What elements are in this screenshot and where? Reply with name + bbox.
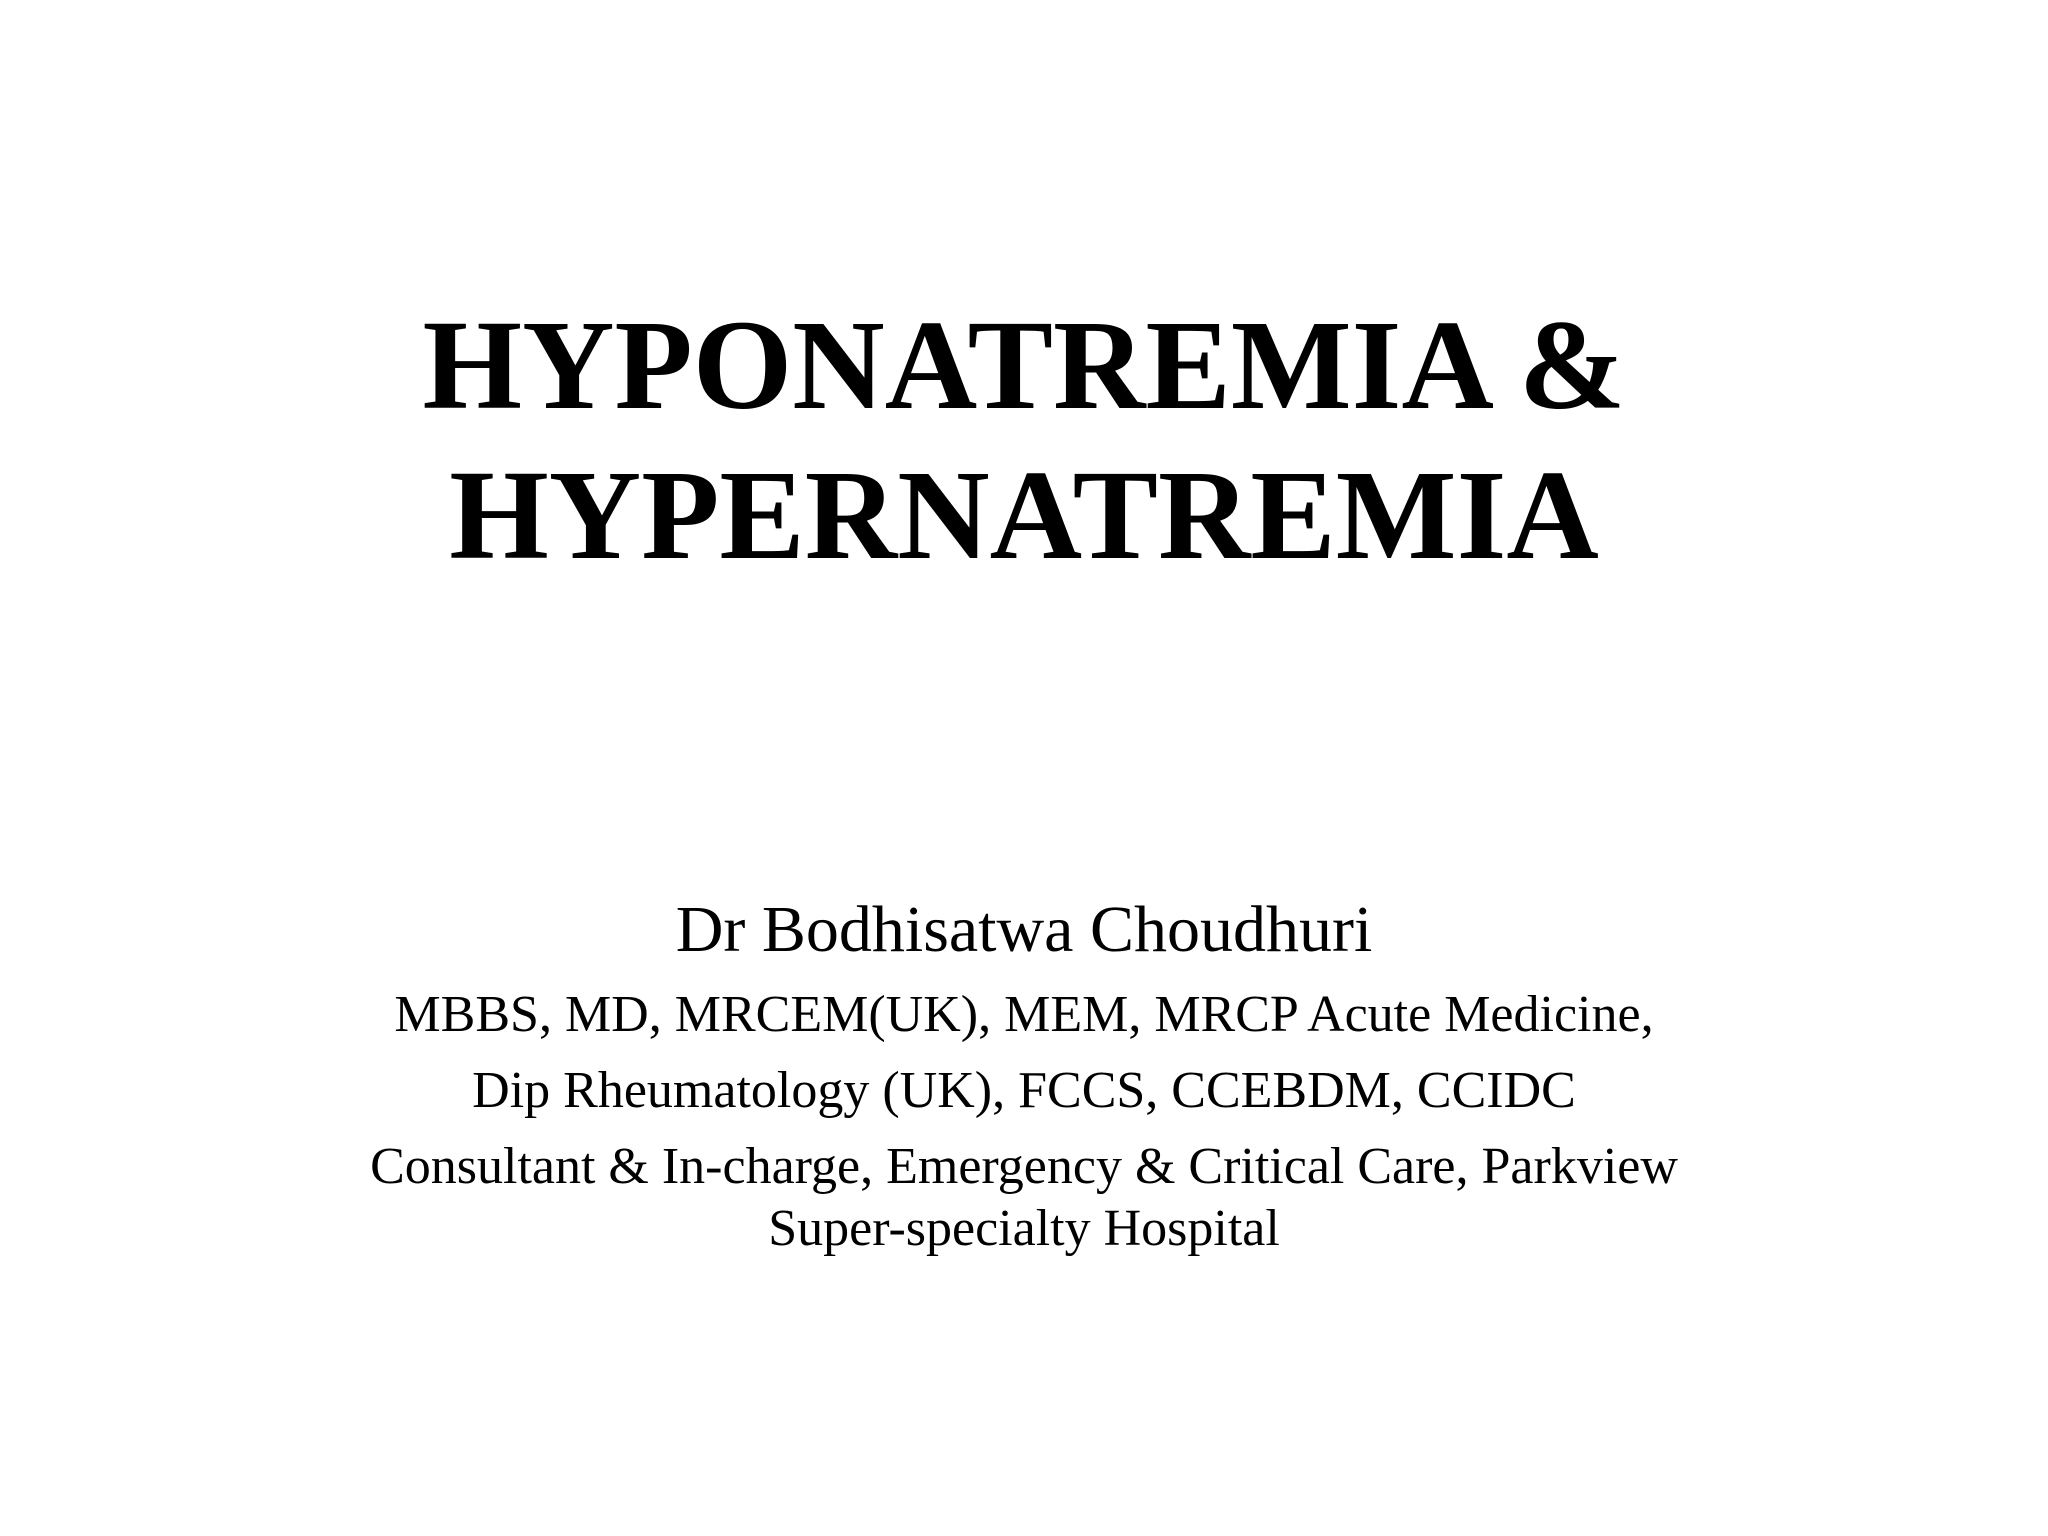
author-name: Dr Bodhisatwa Choudhuri (675, 893, 1373, 966)
credentials-line-2: Dip Rheumatology (UK), FCCS, CCEBDM, CCIDC (472, 1062, 1576, 1119)
affiliation (0, 1136, 2048, 1260)
credentials-line-1: MBBS, MD, MRCEM(UK), MEM, MRCP Acute Medicine, (394, 986, 1654, 1043)
affiliation-line-2: Super-specialty Hospital (768, 1200, 1280, 1257)
title-line-1: HYPONATREMIA & (422, 294, 1626, 436)
slide-title (0, 290, 2048, 590)
affiliation-line-1: Consultant & In-charge, Emergency & Critical Care, Parkview (370, 1138, 1678, 1195)
title-line-2: HYPERNATREMIA (449, 444, 1599, 586)
author-block (0, 890, 2048, 1260)
